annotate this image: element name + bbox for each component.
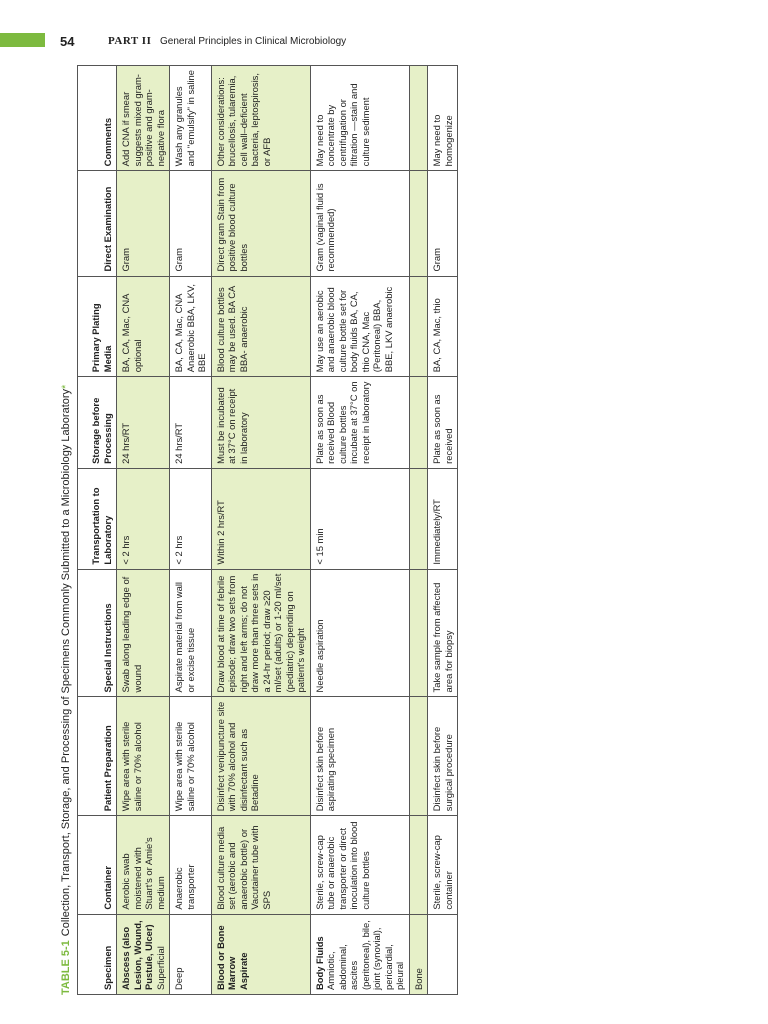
specimen-group-title: Abscess (also Lesion, Wound, Pustule, Ulcer) <box>120 920 154 990</box>
table-cell: May need to homogenize <box>428 66 458 171</box>
table-cell: Disinfect venipuncture site with 70% alcohol and disinfectant such as Betadine <box>211 697 310 816</box>
table-cell <box>409 171 428 276</box>
table-cell: BA, CA, Mac, CNA Anaerobic BBA, LKV, BBE <box>170 276 212 377</box>
col-header: Primary Plating Media <box>78 276 117 377</box>
table-cell: Direct gram Stain from positive blood culture bottles <box>211 171 310 276</box>
col-header: Storage before Processing <box>78 377 117 469</box>
col-header: Specimen <box>78 914 117 994</box>
table-cell: Gram <box>428 171 458 276</box>
table-cell <box>211 914 310 994</box>
table-row <box>170 66 212 995</box>
table-cell: < 15 min <box>310 468 409 569</box>
table-row <box>310 66 409 995</box>
table-row <box>428 66 458 995</box>
table-cell: BA, CA, Mac, CNA optional <box>117 276 170 377</box>
table-cell: Gram <box>170 171 212 276</box>
table-cell <box>409 569 428 697</box>
col-header: Patient Preparation <box>78 697 117 816</box>
table-header-row <box>78 66 117 995</box>
table-cell: Must be incubated at 37°C on receipt in laboratory <box>211 377 310 469</box>
table-cell: Within 2 hrs/RT <box>211 468 310 569</box>
table-cell <box>409 816 428 914</box>
table-label: TABLE 5-1 <box>60 940 72 995</box>
table-cell <box>117 914 170 994</box>
table-cell: Anaerobic transporter <box>170 816 212 914</box>
table-caption-mark: * <box>60 384 72 389</box>
table-cell: Wash any granules and "emulsify" in saline <box>170 66 212 171</box>
table-cell: Add CNA if smear suggests mixed gram- positive and gram- negative flora <box>117 66 170 171</box>
table-cell: Disinfect skin before aspirating specimen <box>310 697 409 816</box>
col-header: Transportation to Laboratory <box>78 468 117 569</box>
specimen-table <box>77 65 458 995</box>
col-header: Direct Examination <box>78 171 117 276</box>
table-cell <box>409 276 428 377</box>
table-cell: Aspirate material from wall or excise tissue <box>170 569 212 697</box>
chapter-title: General Principles in Clinical Microbiology <box>160 36 347 47</box>
col-header: Comments <box>78 66 117 171</box>
table-cell: Wipe area with sterile saline or 70% alcohol <box>117 697 170 816</box>
table-caption <box>57 65 75 995</box>
table-cell: Sterile, screw-cap tube or anaerobic transporter or direct inoculation into blood culture bottles <box>310 816 409 914</box>
table-cell: 24 hrs/RT <box>170 377 212 469</box>
table-cell: May need to concentrate by centrifugation or filtration —stain and culture sediment <box>310 66 409 171</box>
rotated-table-block <box>57 65 682 995</box>
table-cell: 24 hrs/RT <box>117 377 170 469</box>
table-caption-text: Collection, Transport, Storage, and Processing of Specimens Commonly Submitted to a Microbiology Laboratory <box>60 388 72 937</box>
table-cell: Immediately/RT <box>428 468 458 569</box>
table-cell: < 2 hrs <box>117 468 170 569</box>
table-cell: Take sample from affected area for biopsy <box>428 569 458 697</box>
table-cell: May use an aerobic and anaerobic blood culture bottle set for body fluids BA, CA, thio CNA, Mac (Peritoneal) BBA, BBE, LKV anaerobic <box>310 276 409 377</box>
table-cell: Sterile, screw-cap container <box>428 816 458 914</box>
table-row <box>409 66 428 995</box>
table-cell: Draw blood at time of febrile episode; draw two sets from right and left arms; do not draw more than three sets in a 24-hr period; draw ≥20 ml/set (adults) or 1-20 ml/set (pediatric) depending on patient's weight <box>211 569 310 697</box>
table-cell <box>409 697 428 816</box>
specimen-group-title: Blood or Bone Marrow Aspirate <box>214 925 249 990</box>
table-cell <box>409 468 428 569</box>
specimen-name: Amniotic, abdominal, ascites (peritoneal), bile, joint (synovial), pericardial, pleural <box>325 920 405 990</box>
table-cell: Aerobic swab moistened with Stuart's or Amie's medium <box>117 816 170 914</box>
table-cell: Blood culture bottles may be used. BA CA BBA- anaerobic <box>211 276 310 377</box>
table-cell: Swab along leading edge of wound <box>117 569 170 697</box>
specimen-name: Deep <box>173 967 184 990</box>
table-cell: BA, CA, Mac, thio <box>428 276 458 377</box>
table-cell <box>428 914 458 994</box>
part-label: PART II <box>108 35 152 47</box>
table-cell: Gram <box>117 171 170 276</box>
table-cell: Disinfect skin before surgical procedure <box>428 697 458 816</box>
table-cell: Plate as soon as received <box>428 377 458 469</box>
table-row <box>211 66 310 995</box>
specimen-group-title: Body Fluids <box>313 936 325 990</box>
table-cell <box>409 377 428 469</box>
table-cell <box>310 914 409 994</box>
table-cell: Gram (vaginal fluid is recommended) <box>310 171 409 276</box>
table-cell: Needle aspiration <box>310 569 409 697</box>
table-cell <box>170 914 212 994</box>
table-cell: Other considerations: brucellosis, tularemia, cell wall–deficient bacteria, leptospirosis, or AFB <box>211 66 310 171</box>
table-cell <box>409 66 428 171</box>
page-number: 54 <box>60 34 75 49</box>
specimen-name: Superficial <box>154 946 166 990</box>
table-cell: < 2 hrs <box>170 468 212 569</box>
col-header: Container <box>78 816 117 914</box>
table-cell: Bone <box>409 914 428 994</box>
col-header: Special Instructions <box>78 569 117 697</box>
section-tab-marker <box>0 33 45 47</box>
table-row <box>117 66 170 995</box>
table-cell: Plate as soon as received Blood culture bottles incubate at 37°C on receipt in laboratory <box>310 377 409 469</box>
table-cell: Blood culture media set (aerobic and anaerobic bottle) or Vacutainer tube with SPS <box>211 816 310 914</box>
table-cell: Wipe area with sterile saline or 70% alcohol <box>170 697 212 816</box>
